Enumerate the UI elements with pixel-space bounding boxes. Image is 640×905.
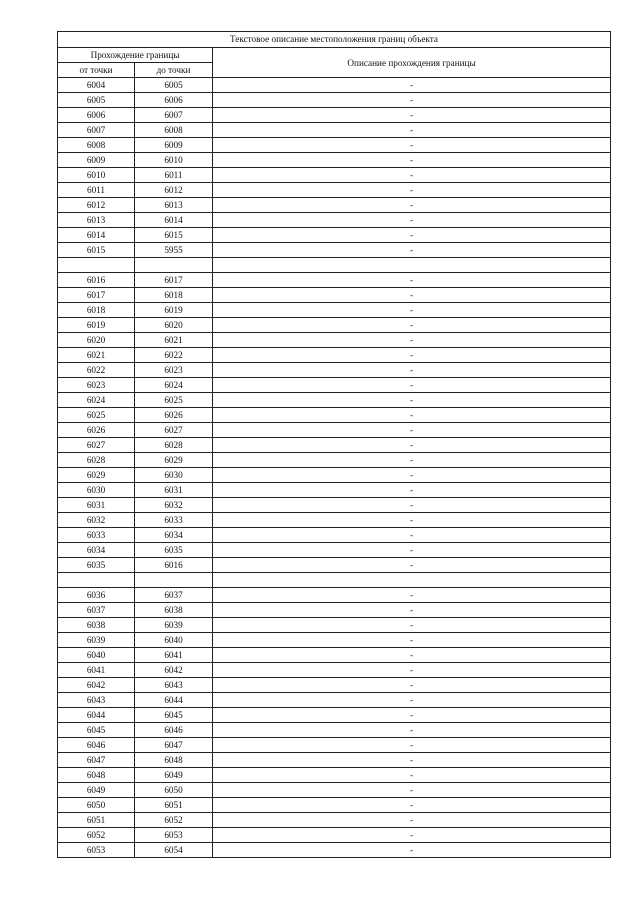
cell-from: 6012: [58, 198, 135, 213]
table-row: [58, 138, 611, 153]
table-row: [58, 363, 611, 378]
table-row: [58, 663, 611, 678]
cell-from: 6010: [58, 168, 135, 183]
from-header: от точки: [58, 63, 135, 78]
cell-desc: -: [213, 798, 611, 813]
cell-to: 6005: [135, 78, 213, 93]
cell-desc: -: [213, 273, 611, 288]
cell-to: 6039: [135, 618, 213, 633]
table-row: [58, 453, 611, 468]
cell-to: 6009: [135, 138, 213, 153]
cell-desc: -: [213, 423, 611, 438]
cell-desc: -: [213, 183, 611, 198]
cell-desc: -: [213, 528, 611, 543]
cell-from: 6048: [58, 768, 135, 783]
cell-to: 6014: [135, 213, 213, 228]
cell-from: 6015: [58, 243, 135, 258]
cell-desc: -: [213, 318, 611, 333]
cell-desc: -: [213, 618, 611, 633]
cell-from: 6028: [58, 453, 135, 468]
cell-to: 6018: [135, 288, 213, 303]
cell-desc: -: [213, 603, 611, 618]
cell-desc: -: [213, 393, 611, 408]
boundary-table: [57, 31, 611, 858]
cell-desc: -: [213, 633, 611, 648]
table-row: [58, 333, 611, 348]
cell-desc: -: [213, 828, 611, 843]
cell-to: 6010: [135, 153, 213, 168]
cell-from: 6024: [58, 393, 135, 408]
cell-to: 6008: [135, 123, 213, 138]
table-row-gap: [58, 573, 611, 588]
table-row: [58, 378, 611, 393]
cell-from: 6009: [58, 153, 135, 168]
cell-desc: -: [213, 693, 611, 708]
to-header: до точки: [135, 63, 213, 78]
cell-desc: -: [213, 678, 611, 693]
cell-to: 6027: [135, 423, 213, 438]
cell-to: 6034: [135, 528, 213, 543]
cell-from: 6051: [58, 813, 135, 828]
table-row: [58, 423, 611, 438]
cell-to: 6040: [135, 633, 213, 648]
cell-from: 6022: [58, 363, 135, 378]
table-row: [58, 183, 611, 198]
cell-to: 6051: [135, 798, 213, 813]
cell-desc: -: [213, 168, 611, 183]
cell-desc: -: [213, 153, 611, 168]
cell-from: [58, 258, 135, 273]
table-row: [58, 633, 611, 648]
table-row: [58, 708, 611, 723]
cell-desc: -: [213, 453, 611, 468]
cell-from: 6006: [58, 108, 135, 123]
cell-desc: -: [213, 288, 611, 303]
cell-desc: -: [213, 93, 611, 108]
table-row: [58, 693, 611, 708]
cell-to: 6007: [135, 108, 213, 123]
cell-to: 6047: [135, 738, 213, 753]
cell-to: 6050: [135, 783, 213, 798]
cell-to: 6017: [135, 273, 213, 288]
cell-from: 6004: [58, 78, 135, 93]
cell-to: 6053: [135, 828, 213, 843]
cell-from: 6014: [58, 228, 135, 243]
cell-from: 6029: [58, 468, 135, 483]
table-row: [58, 288, 611, 303]
cell-to: 6044: [135, 693, 213, 708]
cell-desc: -: [213, 753, 611, 768]
cell-desc: -: [213, 213, 611, 228]
cell-from: 6031: [58, 498, 135, 513]
cell-desc: -: [213, 438, 611, 453]
cell-to: 6013: [135, 198, 213, 213]
table-row: [58, 783, 611, 798]
table-row: [58, 648, 611, 663]
table-row: [58, 498, 611, 513]
table-row: [58, 678, 611, 693]
cell-to: 5955: [135, 243, 213, 258]
cell-to: 6015: [135, 228, 213, 243]
table-row: [58, 348, 611, 363]
cell-from: 6018: [58, 303, 135, 318]
cell-from: 6037: [58, 603, 135, 618]
table-row: [58, 78, 611, 93]
cell-from: 6034: [58, 543, 135, 558]
cell-to: 6042: [135, 663, 213, 678]
cell-to: 6054: [135, 843, 213, 858]
cell-to: 6038: [135, 603, 213, 618]
cell-desc: -: [213, 483, 611, 498]
cell-desc: -: [213, 543, 611, 558]
cell-from: 6035: [58, 558, 135, 573]
cell-from: 6042: [58, 678, 135, 693]
cell-desc: -: [213, 588, 611, 603]
cell-from: [58, 573, 135, 588]
cell-from: 6008: [58, 138, 135, 153]
cell-to: 6048: [135, 753, 213, 768]
table-title: Текстовое описание местоположения границ объекта: [58, 32, 611, 48]
cell-to: 6025: [135, 393, 213, 408]
cell-from: 6011: [58, 183, 135, 198]
table-row: [58, 408, 611, 423]
cell-from: 6052: [58, 828, 135, 843]
cell-from: 6046: [58, 738, 135, 753]
cell-desc: [213, 258, 611, 273]
cell-from: 6050: [58, 798, 135, 813]
table-row: [58, 198, 611, 213]
cell-from: 6030: [58, 483, 135, 498]
cell-from: 6040: [58, 648, 135, 663]
cell-to: 6016: [135, 558, 213, 573]
document-page: [57, 31, 610, 858]
cell-desc: -: [213, 708, 611, 723]
table-row: [58, 168, 611, 183]
cell-to: 6006: [135, 93, 213, 108]
cell-to: 6032: [135, 498, 213, 513]
cell-desc: -: [213, 348, 611, 363]
cell-from: 6021: [58, 348, 135, 363]
cell-to: 6023: [135, 363, 213, 378]
table-row-gap: [58, 258, 611, 273]
cell-from: 6053: [58, 843, 135, 858]
cell-desc: -: [213, 843, 611, 858]
cell-to: 6019: [135, 303, 213, 318]
cell-to: 6052: [135, 813, 213, 828]
cell-to: 6022: [135, 348, 213, 363]
cell-to: 6024: [135, 378, 213, 393]
group-header: Прохождение границы: [58, 48, 213, 63]
cell-from: 6036: [58, 588, 135, 603]
cell-to: 6045: [135, 708, 213, 723]
cell-desc: -: [213, 78, 611, 93]
table-row: [58, 93, 611, 108]
table-row: [58, 543, 611, 558]
table-row: [58, 318, 611, 333]
cell-from: 6023: [58, 378, 135, 393]
cell-from: 6033: [58, 528, 135, 543]
cell-from: 6039: [58, 633, 135, 648]
table-row: [58, 753, 611, 768]
cell-from: 6041: [58, 663, 135, 678]
cell-to: 6043: [135, 678, 213, 693]
table-row: [58, 273, 611, 288]
table-row: [58, 618, 611, 633]
cell-from: 6047: [58, 753, 135, 768]
cell-desc: -: [213, 723, 611, 738]
cell-desc: -: [213, 333, 611, 348]
cell-desc: -: [213, 123, 611, 138]
table-row: [58, 438, 611, 453]
cell-desc: -: [213, 303, 611, 318]
cell-from: 6007: [58, 123, 135, 138]
table-row: [58, 468, 611, 483]
cell-desc: [213, 573, 611, 588]
cell-from: 6020: [58, 333, 135, 348]
table-row: [58, 393, 611, 408]
table-row: [58, 228, 611, 243]
cell-from: 6043: [58, 693, 135, 708]
table-title-row: [58, 32, 611, 48]
cell-to: 6046: [135, 723, 213, 738]
cell-desc: -: [213, 108, 611, 123]
table-row: [58, 153, 611, 168]
cell-to: [135, 573, 213, 588]
table-row: [58, 513, 611, 528]
cell-from: 6044: [58, 708, 135, 723]
cell-from: 6045: [58, 723, 135, 738]
cell-to: 6049: [135, 768, 213, 783]
cell-from: 6038: [58, 618, 135, 633]
cell-desc: -: [213, 138, 611, 153]
cell-to: 6031: [135, 483, 213, 498]
table-row: [58, 798, 611, 813]
table-row: [58, 768, 611, 783]
cell-desc: -: [213, 468, 611, 483]
cell-desc: -: [213, 813, 611, 828]
cell-to: 6011: [135, 168, 213, 183]
table-row: [58, 813, 611, 828]
cell-desc: -: [213, 663, 611, 678]
header-row-1: [58, 48, 611, 63]
cell-to: 6030: [135, 468, 213, 483]
cell-from: 6032: [58, 513, 135, 528]
cell-from: 6017: [58, 288, 135, 303]
cell-to: 6041: [135, 648, 213, 663]
cell-desc: -: [213, 228, 611, 243]
cell-to: 6037: [135, 588, 213, 603]
table-row: [58, 723, 611, 738]
cell-to: 6020: [135, 318, 213, 333]
cell-from: 6005: [58, 93, 135, 108]
cell-from: 6016: [58, 273, 135, 288]
cell-desc: -: [213, 408, 611, 423]
cell-desc: -: [213, 738, 611, 753]
table-row: [58, 213, 611, 228]
table-row: [58, 243, 611, 258]
table-row: [58, 108, 611, 123]
table-row: [58, 303, 611, 318]
cell-desc: -: [213, 558, 611, 573]
cell-desc: -: [213, 363, 611, 378]
cell-desc: -: [213, 648, 611, 663]
cell-desc: -: [213, 243, 611, 258]
table-row: [58, 828, 611, 843]
cell-to: 6026: [135, 408, 213, 423]
table-row: [58, 483, 611, 498]
cell-from: 6019: [58, 318, 135, 333]
cell-desc: -: [213, 783, 611, 798]
table-row: [58, 603, 611, 618]
cell-from: 6013: [58, 213, 135, 228]
table-row: [58, 738, 611, 753]
cell-desc: -: [213, 513, 611, 528]
table-row: [58, 843, 611, 858]
cell-desc: -: [213, 198, 611, 213]
cell-to: 6021: [135, 333, 213, 348]
cell-to: 6012: [135, 183, 213, 198]
table-row: [58, 123, 611, 138]
desc-header: Описание прохождения границы: [213, 48, 611, 78]
cell-to: 6028: [135, 438, 213, 453]
cell-to: 6035: [135, 543, 213, 558]
cell-from: 6026: [58, 423, 135, 438]
cell-desc: -: [213, 498, 611, 513]
cell-from: 6049: [58, 783, 135, 798]
cell-to: 6029: [135, 453, 213, 468]
table-row: [58, 528, 611, 543]
cell-to: 6033: [135, 513, 213, 528]
cell-desc: -: [213, 378, 611, 393]
cell-to: [135, 258, 213, 273]
cell-desc: -: [213, 768, 611, 783]
table-row: [58, 558, 611, 573]
cell-from: 6027: [58, 438, 135, 453]
table-body: [58, 78, 611, 858]
cell-from: 6025: [58, 408, 135, 423]
table-row: [58, 588, 611, 603]
